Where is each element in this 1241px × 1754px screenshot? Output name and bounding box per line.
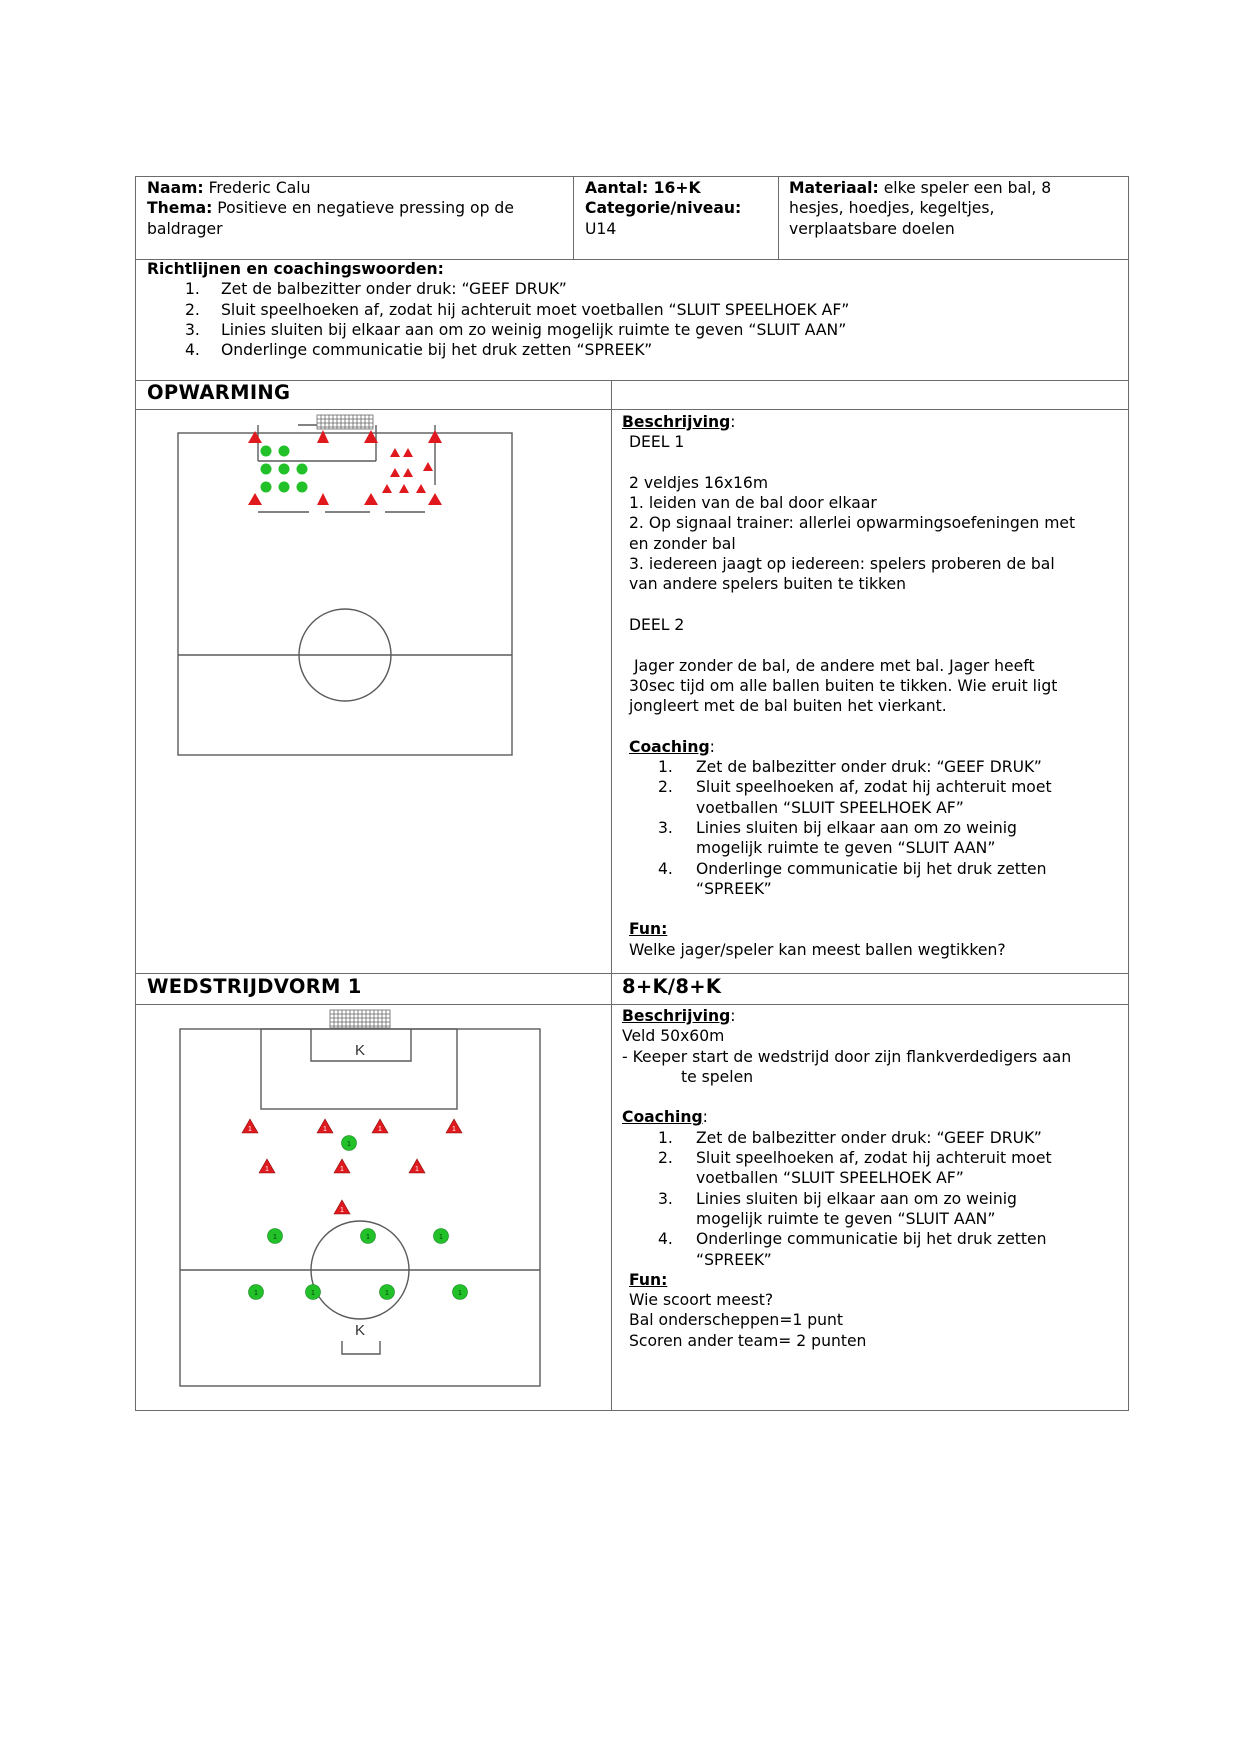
svg-text:1: 1 (347, 1141, 351, 1148)
cone-icon (382, 484, 392, 493)
warmup-coaching-list (622, 757, 1122, 899)
keeper-bottom-label: K (355, 1322, 366, 1339)
fun-line: Scoren ander team= 2 punten (629, 1331, 867, 1350)
match-field-diagram (180, 1008, 540, 1398)
desc-line: 3. iedereen jaagt op iedereen: spelers proberen de bal (629, 555, 1055, 574)
fun-text: Welke jager/speler kan meest ballen wegtikken? (629, 940, 1006, 959)
guideline-item: 1. Zet de balbezitter onder druk: “GEEF DRUK” (185, 280, 567, 299)
desc-line: DEEL 1 (629, 433, 685, 452)
desc-line: - Keeper start de wedstrijd door zijn flankverdedigers aan (622, 1047, 1072, 1066)
fun-label: Fun: (629, 1270, 668, 1289)
desc-line: jongleert met de bal buiten het vierkant. (629, 697, 947, 716)
desc-line: te spelen (681, 1067, 754, 1086)
fun-line: Bal onderscheppen=1 punt (629, 1311, 844, 1330)
section-divider (611, 380, 612, 1411)
desc-line: Jager zonder de bal, de andere met bal. Jager heeft (629, 656, 1035, 675)
naam-label: Naam: (147, 179, 204, 197)
svg-text:1: 1 (254, 1290, 258, 1297)
coaching-item: 4. Onderlinge communicatie bij het druk zetten “SPREEK” (658, 859, 1047, 898)
coaching-label: Coaching (629, 737, 710, 756)
player-numbers (254, 1141, 462, 1297)
cone-icon (416, 484, 426, 493)
svg-text:1: 1 (458, 1290, 462, 1297)
keeper-top-label: K (355, 1042, 366, 1059)
player-icon (279, 446, 290, 457)
table-border-right (1128, 176, 1129, 1411)
svg-text:1: 1 (439, 1234, 443, 1241)
desc-line: 30sec tijd om alle ballen buiten te tikken. Wie eruit ligt (629, 676, 1058, 695)
coaching-item: 3. Linies sluiten bij elkaar aan om zo weinig mogelijk ruimte te geven “SLUIT AAN” (658, 1189, 1017, 1228)
desc-line: en zonder bal (629, 534, 736, 553)
desc-line (629, 635, 1122, 655)
beschrijving-label: Beschrijving (622, 413, 731, 431)
coaching-item: 2. Sluit speelhoeken af, zodat hij achteruit moet voetballen “SLUIT SPEELHOEK AF” (658, 1149, 1052, 1188)
player-icons (261, 446, 308, 493)
cone-icon (428, 430, 442, 443)
materiaal-label: Materiaal: (789, 179, 879, 197)
desc-line: 1. leiden van de bal door elkaar (629, 494, 877, 513)
cone-icons (248, 430, 442, 505)
desc-line (629, 595, 1122, 615)
coaching-item: 2. Sluit speelhoeken af, zodat hij achteruit moet voetballen “SLUIT SPEELHOEK AF” (658, 778, 1052, 817)
warmup-field-diagram (178, 413, 518, 763)
svg-text:1: 1 (340, 1166, 344, 1173)
header-divider-1 (573, 176, 574, 259)
header-info-naam-thema (147, 178, 567, 239)
svg-text:1: 1 (273, 1234, 277, 1241)
desc-line: 2 veldjes 16x16m (629, 473, 769, 492)
desc-line: Veld 50x60m (622, 1027, 725, 1046)
categorie-label: Categorie/niveau: (585, 199, 742, 218)
beschrijving-label: Beschrijving (622, 1007, 731, 1025)
svg-text:1: 1 (378, 1126, 382, 1133)
guideline-item: 2. Sluit speelhoeken af, zodat hij achteruit moet voetballen “SLUIT SPEELHOEK AF” (185, 300, 850, 319)
header-info-aantal (585, 178, 775, 239)
player-icon (279, 464, 290, 475)
field-outline (178, 433, 512, 755)
cone-icon (403, 448, 413, 457)
naam-value: Frederic Calu (208, 179, 311, 197)
desc-line: 2. Op signaal trainer: allerlei opwarmingsoefeningen met (629, 514, 1076, 533)
cone-icon (364, 493, 378, 505)
cone-icon (317, 493, 329, 505)
warmup-title: OPWARMING (147, 381, 291, 404)
player-icon (261, 446, 272, 457)
player-icon (297, 464, 308, 475)
svg-text:1: 1 (311, 1290, 315, 1297)
cone-icon (248, 493, 262, 505)
guidelines-list (147, 279, 1117, 360)
svg-text:1: 1 (340, 1207, 344, 1214)
svg-text:1: 1 (265, 1166, 269, 1173)
cone-icons (242, 1119, 462, 1214)
svg-text:1: 1 (385, 1290, 389, 1297)
player-icons (249, 1136, 468, 1300)
goal-net-icon (317, 415, 373, 429)
match-title: WEDSTRIJDVORM 1 (147, 975, 362, 998)
cone-icon (423, 462, 433, 471)
cone-icon (390, 448, 400, 457)
player-icon (261, 482, 272, 493)
row-line-4 (135, 973, 1129, 974)
desc-line (629, 453, 1122, 473)
table-border-top (135, 176, 1129, 177)
coaching-item: 1. Zet de balbezitter onder druk: “GEEF DRUK” (658, 758, 1042, 777)
header-info-materiaal (789, 178, 1124, 239)
materiaal-value-cont-2: verplaatsbare doelen (789, 219, 955, 238)
svg-text:1: 1 (415, 1166, 419, 1173)
svg-text:1: 1 (323, 1126, 327, 1133)
player-icon (279, 482, 290, 493)
thema-value-cont: baldrager (147, 219, 223, 238)
penalty-area (261, 1029, 457, 1109)
goal-net-icon (330, 1010, 390, 1028)
svg-text:1: 1 (366, 1234, 370, 1241)
player-icon (297, 482, 308, 493)
match-description: Beschrijving: Veld 50x60m - Keeper start de wedstrijd door zijn flankverdedigers aan te spelen Coaching: 1. Zet de balbezitter onder druk: “GEEF DRUK” 2. Sluit speelhoeken af, zodat hij achteruit moet voetballen “SLUIT SPEELHOEK AF” 3. Linies sluiten bij elkaar aan om zo weinig mogelijk ruimte te geven “SLUIT AAN” 4. Onderlinge communicatie bij het druk zetten “SPREEK” Fun: Wie scoort meest? Bal onderscheppen=1 punt Scoren ander team= 2 punten (622, 1006, 1122, 1351)
materiaal-value: elke speler een bal, 8 (883, 179, 1052, 197)
coaching-label: Coaching (622, 1108, 703, 1127)
guideline-item: 3. Linies sluiten bij elkaar aan om zo weinig mogelijk ruimte te geven “SLUIT AAN” (185, 320, 847, 339)
match-coaching-list (622, 1128, 1122, 1270)
cone-icon (428, 493, 442, 505)
bottom-goal (342, 1341, 380, 1354)
table-border-bottom (135, 1410, 1129, 1411)
thema-value: Positieve en negatieve pressing op de (217, 199, 514, 218)
player-icon (261, 464, 272, 475)
materiaal-value-cont-1: hesjes, hoedjes, kegeltjes, (789, 199, 995, 218)
coaching-item: 4. Onderlinge communicatie bij het druk zetten “SPREEK” (658, 1230, 1047, 1269)
row-line-5 (135, 1004, 1129, 1005)
guideline-item: 4. Onderlinge communicatie bij het druk zetten “SPREEK” (185, 341, 653, 360)
desc-line: van andere spelers buiten te tikken (629, 575, 906, 594)
guidelines-title: Richtlijnen en coachingswoorden: (147, 260, 444, 278)
svg-text:1: 1 (452, 1126, 456, 1133)
row-line-3 (135, 409, 1129, 410)
categorie-value: U14 (585, 219, 617, 238)
warmup-description: Beschrijving: DEEL 1 2 veldjes 16x16m 1. leiden van de bal door elkaar 2. Op signaal trainer: allerlei opwarmingsoefeningen met en zonder bal 3. iedereen jaagt op iedereen: spelers proberen de bal van andere spelers buiten te tikken DEEL 2 Jager zonder de bal, de andere met bal. Jager heeft 30sec tijd om alle ballen buiten te tikken. Wie eruit ligt jongleert met de bal buiten het vierkant. Coaching: 1. Zet de balbezitter onder druk: “GEEF DRUK” 2. Sluit speelhoeken af, zodat hij achteruit moet voetballen “SLUIT SPEELHOEK AF” 3. Linies sluiten bij elkaar aan om zo weinig mogelijk ruimte te geven “SLUIT AAN” 4. Onderlinge communicatie bij het druk zetten “SPREEK” Fun: Welke jager/speler kan meest ballen wegtikken? (622, 412, 1122, 960)
coaching-item: 3. Linies sluiten bij elkaar aan om zo weinig mogelijk ruimte te geven “SLUIT AAN” (658, 818, 1017, 858)
svg-text:1: 1 (248, 1126, 252, 1133)
desc-line: DEEL 2 (629, 615, 685, 634)
thema-label: Thema: (147, 199, 213, 218)
fun-label: Fun: (629, 920, 668, 939)
fun-line: Wie scoort meest? (629, 1291, 774, 1310)
match-format: 8+K/8+K (622, 975, 722, 998)
table-border-left (135, 176, 136, 1411)
guidelines-block (147, 259, 1117, 360)
cone-icon (403, 468, 413, 477)
cone-icon (317, 430, 329, 443)
coaching-item: 1. Zet de balbezitter onder druk: “GEEF DRUK” (658, 1128, 1042, 1147)
aantal-label: Aantal: 16+K (585, 179, 701, 197)
cone-icon (399, 484, 409, 493)
cone-icon (390, 468, 400, 477)
header-divider-2 (778, 176, 779, 259)
